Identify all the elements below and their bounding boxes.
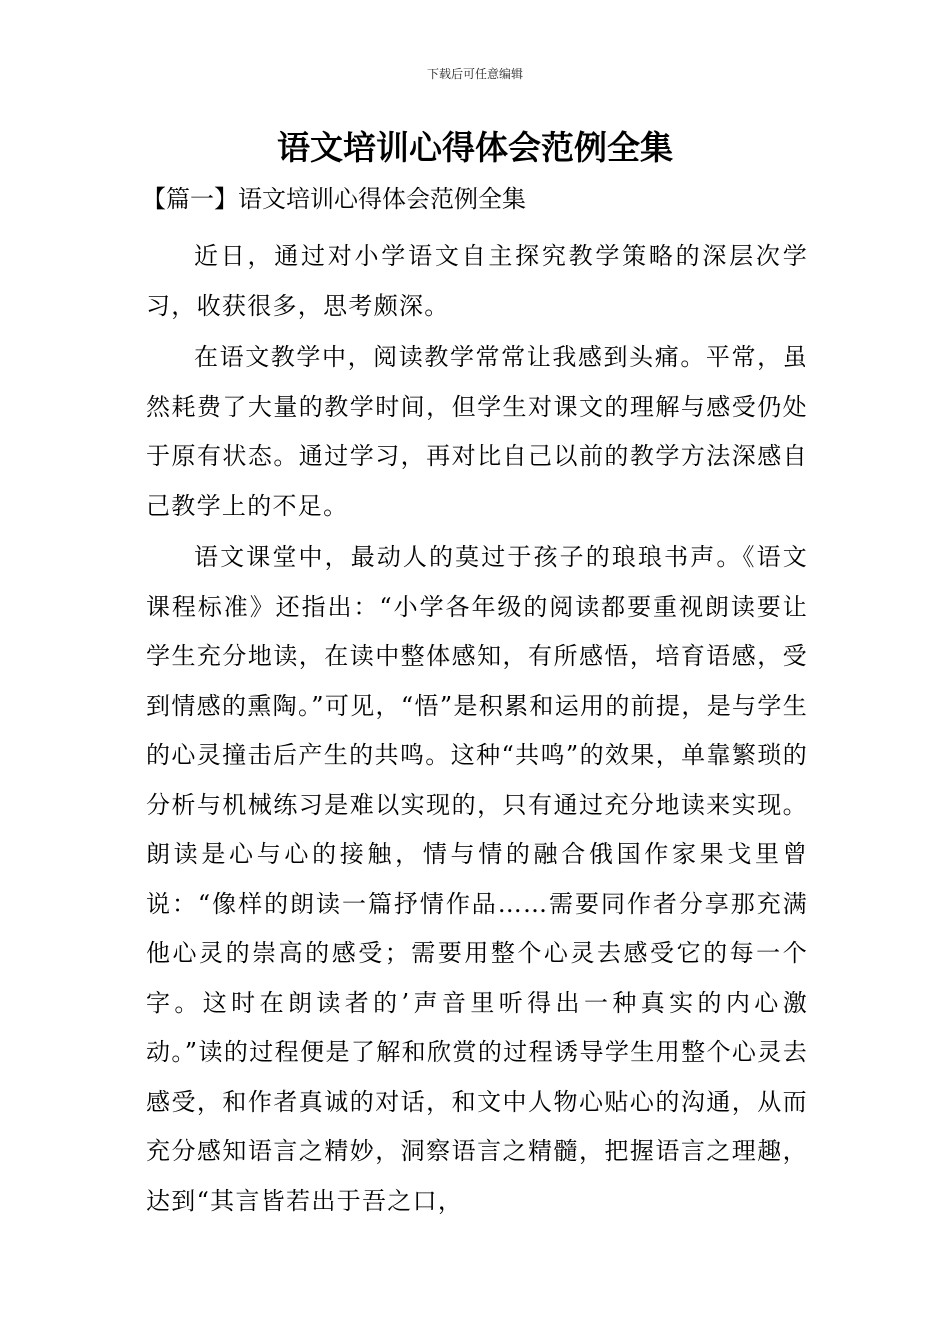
- document-title: 语文培训心得体会范例全集: [277, 128, 673, 167]
- body-text: [146, 232, 808, 1228]
- section-heading: 【篇一】语文培训心得体会范例全集: [142, 185, 526, 213]
- paragraph: 近日，通过对小学语文自主探究教学策略的深层次学习，收获很多，思考颇深。: [146, 242, 808, 320]
- paragraph: 语文课堂中，最动人的莫过于孩子的琅琅书声。《语文课程标准》还指出：“小学各年级的阅读都要重视朗读要让学生充分地读，在读中整体感知，有所感悟，培育语感，受到情感的熏陶。”可见，“悟”是积累和运用的前提，是与学生的心灵撞击后产生的共鸣。这种“共鸣”的效果，单靠繁琐的分析与机械练习是难以实现的，只有通过充分地读来实现。朗读是心与心的接触，情与情的融合俄国作家果戈里曾说：“像样的朗读一篇抒情作品……需要同作者分享那充满他心灵的崇高的感受；需要用整个心灵去感受它的每一个字。这时在朗读者的’声音里听得出一种真实的内心激动。”读的过程便是了解和欣赏的过程诱导学生用整个心灵去感受，和作者真诚的对话，和文中人物心贴心的沟通，从而充分感知语言之精妙，洞察语言之精髓，把握语言之理趣，达到“其言皆若出于吾之口，: [146, 543, 808, 1215]
- header-note: 下载后可任意编辑: [426, 67, 523, 81]
- paragraph: 在语文教学中，阅读教学常常让我感到头痛。平常，虽然耗费了大量的教学时间，但学生对课文的理解与感受仍处于原有状态。通过学习，再对比自己以前的教学方法深感自己教学上的不足。: [146, 343, 808, 520]
